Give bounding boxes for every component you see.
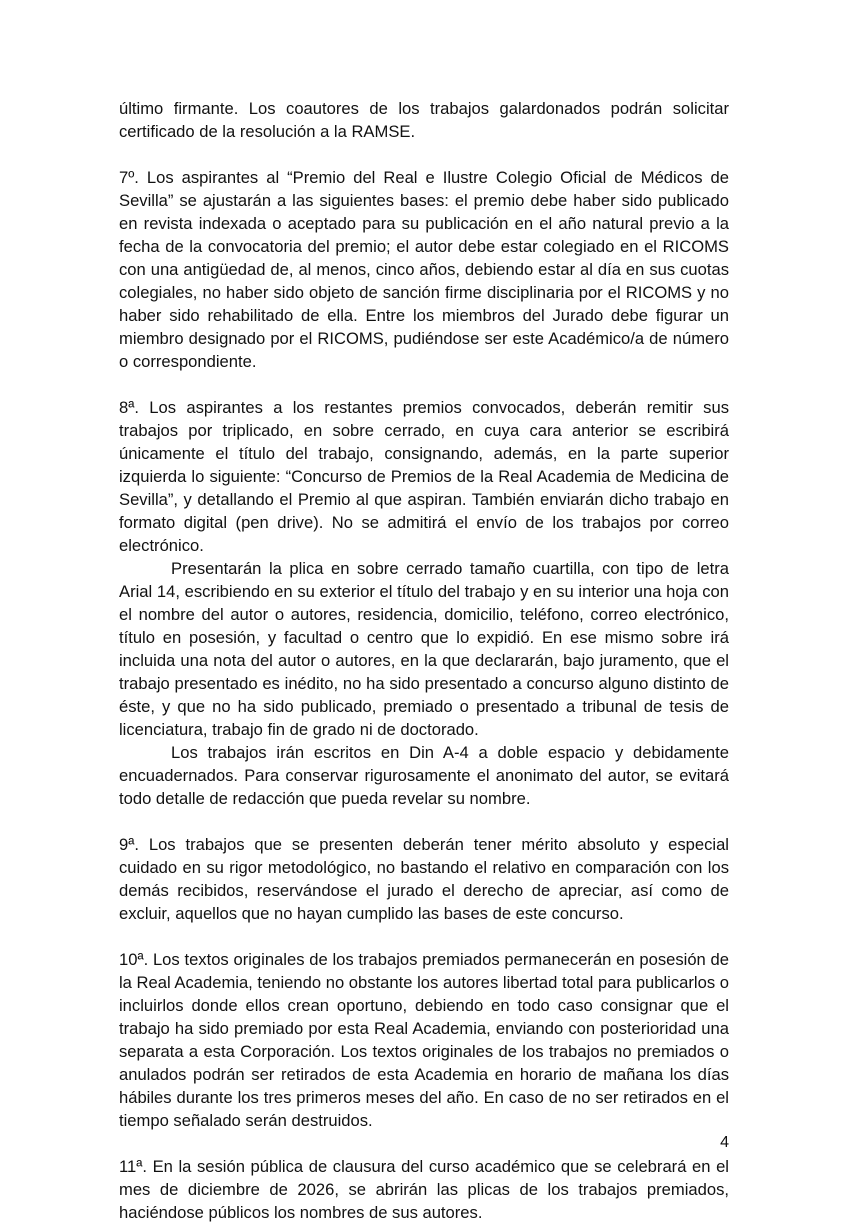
paragraph-coauthors: último firmante. Los coautores de los trabajos galardonados podrán solicitar certificado de la resolución a la RAMSE. (119, 99, 729, 141)
paragraph-rule-9: 9ª. Los trabajos que se presenten deberán tener mérito absoluto y especial cuidado en su rigor metodológico, no bastando el relativo en comparación con los demás recibidos, reservándose el jurado el derecho de apreciar, así como de excluir, aquellos que no hayan cumplido las bases de este concurso. (119, 835, 729, 923)
paragraph-rule-7: 7º. Los aspirantes al “Premio del Real e Ilustre Colegio Oficial de Médicos de Sevilla” se ajustarán a las siguientes bases: el premio debe haber sido publicado en revista indexada o aceptado para su publicación en el año natural previo a la fecha de la convocatoria del premio; el autor debe estar colegiado en el RICOMS con una antigüedad de, al menos, cinco años, debiendo estar al día en sus cuotas colegiales, no haber sido objeto de sanción firme disciplinaria por el RICOMS y no haber sido rehabilitado de ella. Entre los miembros del Jurado debe figurar un miembro designado por el RICOMS, pudiéndose ser este Académico/a de número o correspondiente. (119, 168, 729, 371)
page-number: 4 (720, 1134, 729, 1151)
paragraph-rule-10: 10ª. Los textos originales de los trabajos premiados permanecerán en posesión de la Real Academia, teniendo no obstante los autores libertad total para publicarlos o incluirlos donde ellos crean oportuno, debiendo en todo caso consignar que el trabajo ha sido premiado por esta Real Academia, enviando con posterioridad una separata a esta Corporación. Los textos originales de los trabajos no premiados o anulados podrán ser retirados de esta Academia en horario de mañana los días hábiles durante los tres primeros meses del año. En caso de no ser retirados en el tiempo señalado serán destruidos. (119, 950, 729, 1130)
paragraph-format: Los trabajos irán escritos en Din A-4 a doble espacio y debidamente encuadernados. Para conservar rigurosamente el anonimato del autor, se evitará todo detalle de redacción que pueda revelar su nombre. (119, 743, 729, 808)
paragraph-plica: Presentarán la plica en sobre cerrado tamaño cuartilla, con tipo de letra Arial 14, escribiendo en su exterior el título del trabajo y en su interior una hoja con el nombre del autor o autores, residencia, domicilio, teléfono, correo electrónico, título en posesión, y facultad o centro que lo expidió. En ese mismo sobre irá incluida una nota del autor o autores, en la que declararán, bajo juramento, que el trabajo presentado es inédito, no ha sido presentado a concurso alguno distinto de éste, y que no ha sido publicado, premiado o presentado a tribunal de tesis de licenciatura, trabajo fin de grado ni de doctorado. (119, 559, 729, 739)
document-body (119, 97, 729, 1224)
paragraph-rule-8: 8ª. Los aspirantes a los restantes premios convocados, deberán remitir sus trabajos por triplicado, en sobre cerrado, en cuya cara anterior se escribirá únicamente el título del trabajo, consignando, además, en la parte superior izquierda lo siguiente: “Concurso de Premios de la Real Academia de Medicina de Sevilla”, y detallando el Premio al que aspiran. También enviarán dicho trabajo en formato digital (pen drive). No se admitirá el envío de los trabajos por correo electrónico. (119, 398, 729, 555)
paragraph-rule-11: 11ª. En la sesión pública de clausura del curso académico que se celebrará en el mes de diciembre de 2026, se abrirán las plicas de los trabajos premiados, haciéndose públicos los nombres de sus autores. (119, 1157, 729, 1222)
